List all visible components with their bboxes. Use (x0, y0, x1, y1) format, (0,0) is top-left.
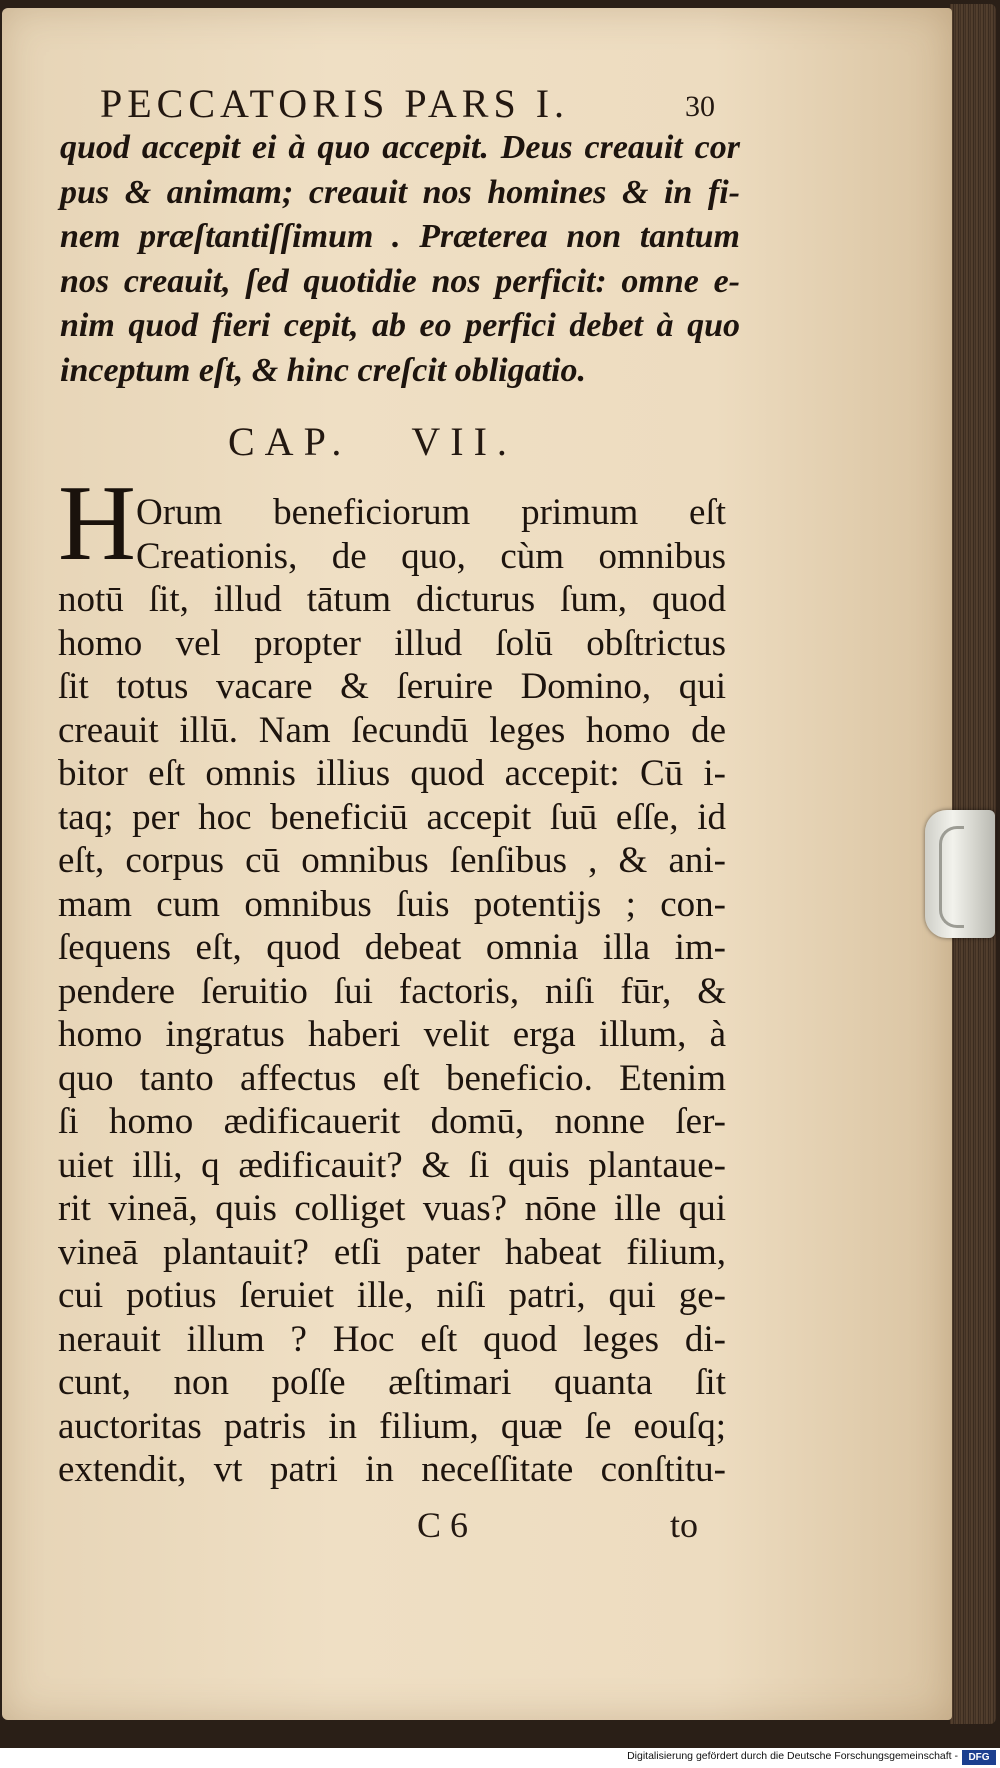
chapter-heading (228, 418, 628, 465)
funding-credit: Digitalisierung gefördert durch die Deutsche Forschungsgemeinschaft - (627, 1750, 958, 1762)
chapter-label: CAP. (228, 419, 352, 464)
body-line: quo tanto affectus eſt beneficio. Etenim (58, 1057, 726, 1099)
body-line: taq; per hoc beneficiū accepit ſuū eſſe, id (58, 796, 726, 838)
body-line: notū ſit, illud tātum dicturus ſum, quod (58, 579, 726, 620)
body-line: creauit illū. Nam ſecundū leges homo de (58, 709, 726, 751)
clasp-loop (939, 826, 964, 928)
chapter-number: VII. (411, 419, 517, 464)
body-line: homo ingratus haberi velit erga illum, à (58, 1014, 726, 1055)
body-line: rit vineā, quis colliget vuas? nōne ille qui (58, 1188, 726, 1229)
signature-mark: C 6 (417, 1505, 469, 1545)
body-line: homo vel propter illud ſolū obſtrictus (58, 622, 726, 664)
catchword: to (670, 1505, 699, 1545)
body-line: Orum beneficiorum primum eſt (136, 492, 726, 533)
body-line: vineā plantauit? etſi pater habeat filium, (58, 1231, 726, 1273)
body-line: Creationis, de quo, cùm omnibus (136, 535, 726, 577)
italic-line: pus & animam; creauit nos homines & in fi- (60, 173, 740, 211)
italic-line: quod accepit ei à quo accepit. Deus creauit cor (60, 129, 740, 166)
body-line: ſit totus vacare & ſeruire Domino, qui (58, 666, 726, 707)
folio-number: 30 (685, 90, 715, 123)
body-line: pendere ſeruitio ſui factoris, niſi fūr, & (58, 970, 726, 1012)
dfg-logo: DFG (962, 1750, 996, 1765)
body-paragraph (58, 491, 726, 1492)
body-line: bitor eſt omnis illius quod accepit: Cū i- (58, 753, 726, 794)
body-line: ſequens eſt, quod debeat omnia illa im- (58, 927, 726, 968)
italic-line: nim quod fieri cepit, ab eo perfici debet à quo (60, 307, 740, 344)
body-line: uiet illi, q ædificauit? & ſi quis plantaue- (58, 1144, 726, 1186)
body-line: auctoritas patris in filium, quæ ſe eouſq; (58, 1405, 726, 1447)
book-clasp (925, 810, 995, 938)
drop-cap-initial: H (58, 464, 136, 583)
italic-line: nem præſtantiſſimum . Præterea non tantum (60, 218, 740, 255)
body-line: mam cum omnibus ſuis potentijs ; con- (58, 883, 726, 925)
italic-line: nos creauit, ſed quotidie nos perficit: omne e- (60, 262, 740, 300)
running-head: PECCATORIS PARS I. (100, 81, 570, 126)
body-line: ſi homo ædificauerit domū, nonne ſer- (58, 1101, 726, 1142)
body-line: cunt, non poſſe æſtimari quanta ſit (58, 1362, 726, 1403)
italic-line: inceptum eſt, & hinc creſcit obligatio. (60, 351, 587, 389)
body-line: eſt, corpus cū omnibus ſenſibus , & ani- (58, 840, 726, 881)
body-line: nerauit illum ? Hoc eſt quod leges di- (58, 1318, 726, 1360)
italic-paragraph (60, 126, 740, 393)
body-line: cui potius ſeruiet ille, niſi patri, qui ge- (58, 1275, 726, 1316)
body-line: extendit, vt patri in neceſſitate conſtitu- (58, 1449, 726, 1490)
